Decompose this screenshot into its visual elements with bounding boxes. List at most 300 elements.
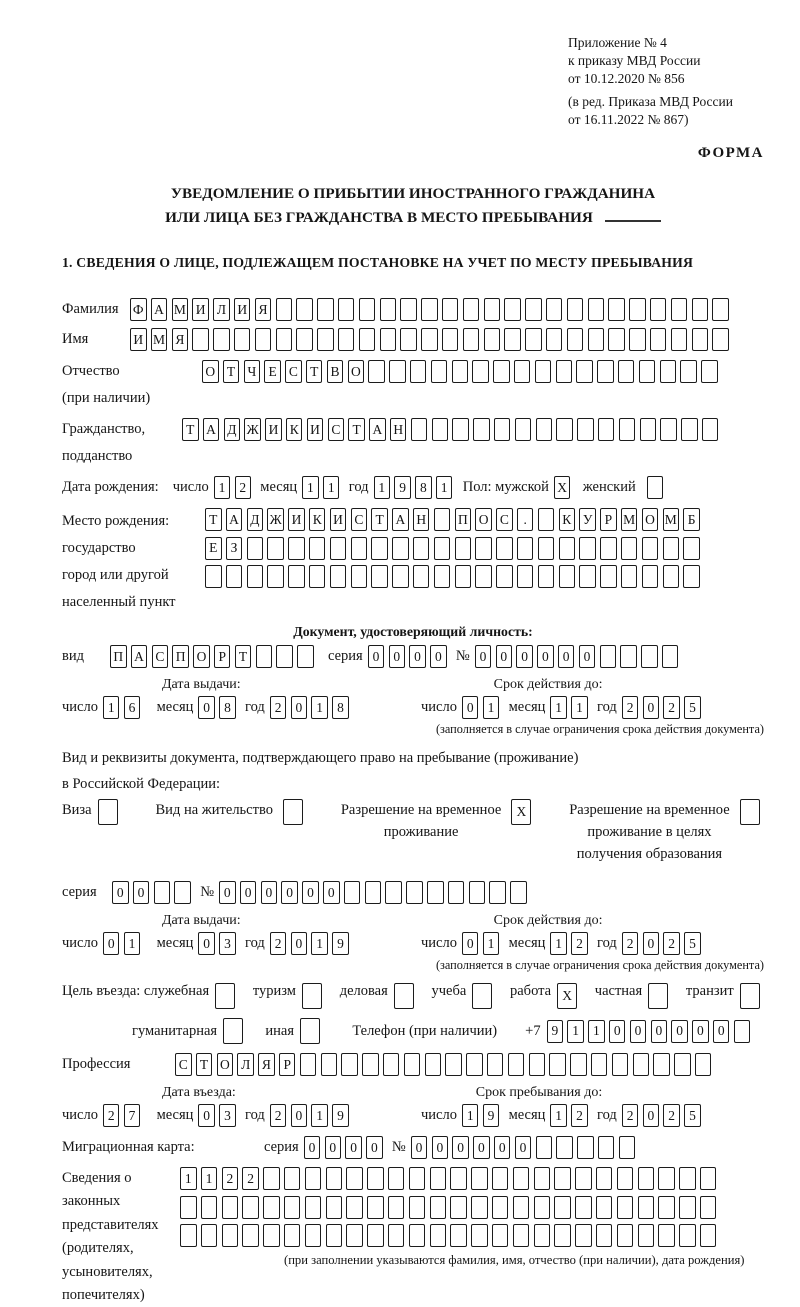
form-cell[interactable] bbox=[663, 537, 680, 560]
form-cell[interactable] bbox=[608, 328, 625, 351]
form-cell[interactable] bbox=[404, 1053, 421, 1076]
form-cell[interactable] bbox=[296, 328, 313, 351]
form-cell[interactable] bbox=[174, 881, 191, 904]
form-cell[interactable] bbox=[633, 1053, 650, 1076]
form-cell[interactable] bbox=[681, 418, 698, 441]
form-cell[interactable]: Н bbox=[413, 508, 430, 531]
form-cell[interactable]: 0 bbox=[643, 696, 660, 719]
form-cell[interactable]: П bbox=[110, 645, 127, 668]
form-cell[interactable] bbox=[504, 328, 521, 351]
form-cell[interactable] bbox=[380, 328, 397, 351]
form-cell[interactable]: 0 bbox=[198, 696, 215, 719]
form-cell[interactable] bbox=[487, 1053, 504, 1076]
form-cell[interactable]: 0 bbox=[473, 1136, 490, 1159]
form-cell[interactable] bbox=[621, 537, 638, 560]
form-cell[interactable] bbox=[394, 983, 414, 1009]
form-cell[interactable] bbox=[297, 645, 314, 668]
form-cell[interactable] bbox=[556, 1136, 573, 1159]
form-cell[interactable]: 1 bbox=[483, 932, 500, 955]
form-cell[interactable] bbox=[700, 1224, 717, 1247]
form-cell[interactable]: Б bbox=[683, 508, 700, 531]
form-cell[interactable] bbox=[679, 1167, 696, 1190]
form-cell[interactable]: Ж bbox=[267, 508, 284, 531]
form-cell[interactable]: 8 bbox=[219, 696, 236, 719]
form-cell[interactable] bbox=[639, 360, 656, 383]
form-cell[interactable]: 0 bbox=[515, 1136, 532, 1159]
form-cell[interactable] bbox=[556, 360, 573, 383]
form-cell[interactable] bbox=[638, 1224, 655, 1247]
form-cell[interactable] bbox=[683, 565, 700, 588]
form-cell[interactable] bbox=[650, 298, 667, 321]
form-cell[interactable] bbox=[701, 360, 718, 383]
form-cell[interactable] bbox=[180, 1196, 197, 1219]
form-cell[interactable]: 0 bbox=[432, 1136, 449, 1159]
form-cell[interactable]: 0 bbox=[651, 1020, 668, 1043]
form-cell[interactable]: М bbox=[151, 328, 168, 351]
form-cell[interactable] bbox=[192, 328, 209, 351]
form-cell[interactable]: 0 bbox=[475, 645, 492, 668]
form-cell[interactable] bbox=[388, 1224, 405, 1247]
form-cell[interactable]: 0 bbox=[411, 1136, 428, 1159]
form-cell[interactable] bbox=[432, 418, 449, 441]
form-cell[interactable] bbox=[425, 1053, 442, 1076]
form-cell[interactable]: 9 bbox=[332, 932, 349, 955]
form-cell[interactable] bbox=[660, 418, 677, 441]
form-cell[interactable]: 9 bbox=[547, 1020, 564, 1043]
form-cell[interactable] bbox=[674, 1053, 691, 1076]
form-cell[interactable]: К bbox=[309, 508, 326, 531]
form-cell[interactable] bbox=[263, 1224, 280, 1247]
form-cell[interactable]: 1 bbox=[550, 1104, 567, 1127]
form-cell[interactable]: О bbox=[202, 360, 219, 383]
form-cell[interactable]: 1 bbox=[550, 932, 567, 955]
form-cell[interactable] bbox=[365, 881, 382, 904]
form-cell[interactable] bbox=[513, 1196, 530, 1219]
form-cell[interactable] bbox=[359, 328, 376, 351]
form-cell[interactable]: Н bbox=[390, 418, 407, 441]
form-cell[interactable]: 9 bbox=[332, 1104, 349, 1127]
form-cell[interactable] bbox=[300, 1053, 317, 1076]
form-cell[interactable] bbox=[510, 881, 527, 904]
form-cell[interactable] bbox=[215, 983, 235, 1009]
form-cell[interactable] bbox=[330, 537, 347, 560]
form-cell[interactable] bbox=[434, 565, 451, 588]
form-cell[interactable] bbox=[455, 537, 472, 560]
form-cell[interactable]: О bbox=[348, 360, 365, 383]
form-cell[interactable]: 0 bbox=[609, 1020, 626, 1043]
form-cell[interactable]: 1 bbox=[567, 1020, 584, 1043]
form-cell[interactable] bbox=[434, 508, 451, 531]
form-cell[interactable] bbox=[344, 881, 361, 904]
form-cell[interactable]: О bbox=[193, 645, 210, 668]
form-cell[interactable] bbox=[288, 537, 305, 560]
form-cell[interactable] bbox=[471, 1224, 488, 1247]
form-cell[interactable] bbox=[98, 799, 118, 825]
form-cell[interactable] bbox=[242, 1196, 259, 1219]
form-cell[interactable]: 5 bbox=[684, 1104, 701, 1127]
form-cell[interactable] bbox=[575, 1196, 592, 1219]
form-cell[interactable] bbox=[683, 537, 700, 560]
form-cell[interactable]: 1 bbox=[180, 1167, 197, 1190]
form-cell[interactable] bbox=[534, 1167, 551, 1190]
form-cell[interactable] bbox=[579, 537, 596, 560]
form-cell[interactable]: 0 bbox=[537, 645, 554, 668]
form-cell[interactable]: С bbox=[175, 1053, 192, 1076]
form-cell[interactable] bbox=[450, 1196, 467, 1219]
form-cell[interactable] bbox=[448, 881, 465, 904]
form-cell[interactable] bbox=[734, 1020, 751, 1043]
form-cell[interactable] bbox=[409, 1167, 426, 1190]
form-cell[interactable]: Ж bbox=[244, 418, 261, 441]
form-cell[interactable]: 0 bbox=[643, 1104, 660, 1127]
form-cell[interactable]: Е bbox=[264, 360, 281, 383]
form-cell[interactable] bbox=[559, 565, 576, 588]
form-cell[interactable]: П bbox=[172, 645, 189, 668]
form-cell[interactable]: С bbox=[285, 360, 302, 383]
form-cell[interactable]: 1 bbox=[550, 696, 567, 719]
form-cell[interactable]: 0 bbox=[103, 932, 120, 955]
form-cell[interactable]: 2 bbox=[622, 1104, 639, 1127]
form-cell[interactable]: 2 bbox=[571, 932, 588, 955]
form-cell[interactable] bbox=[452, 360, 469, 383]
form-cell[interactable] bbox=[700, 1196, 717, 1219]
form-cell[interactable]: 1 bbox=[436, 476, 453, 499]
form-cell[interactable]: 1 bbox=[103, 696, 120, 719]
form-cell[interactable]: 0 bbox=[325, 1136, 342, 1159]
form-cell[interactable] bbox=[442, 298, 459, 321]
form-cell[interactable] bbox=[256, 645, 273, 668]
form-cell[interactable] bbox=[647, 476, 664, 499]
form-cell[interactable] bbox=[213, 328, 230, 351]
form-cell[interactable] bbox=[222, 1196, 239, 1219]
form-cell[interactable] bbox=[534, 1196, 551, 1219]
form-cell[interactable]: X bbox=[554, 476, 571, 499]
form-cell[interactable] bbox=[517, 537, 534, 560]
form-cell[interactable] bbox=[538, 537, 555, 560]
form-cell[interactable] bbox=[288, 565, 305, 588]
form-cell[interactable]: 0 bbox=[389, 645, 406, 668]
form-cell[interactable]: 1 bbox=[214, 476, 231, 499]
form-cell[interactable] bbox=[455, 565, 472, 588]
form-cell[interactable] bbox=[305, 1196, 322, 1219]
form-cell[interactable] bbox=[680, 360, 697, 383]
form-cell[interactable] bbox=[427, 881, 444, 904]
form-cell[interactable] bbox=[300, 1018, 320, 1044]
form-cell[interactable]: И bbox=[130, 328, 147, 351]
form-cell[interactable] bbox=[598, 418, 615, 441]
form-cell[interactable] bbox=[205, 565, 222, 588]
form-cell[interactable]: 0 bbox=[579, 645, 596, 668]
form-cell[interactable]: 0 bbox=[671, 1020, 688, 1043]
form-cell[interactable]: X bbox=[557, 983, 577, 1009]
form-cell[interactable]: 0 bbox=[452, 1136, 469, 1159]
form-cell[interactable]: Т bbox=[205, 508, 222, 531]
form-cell[interactable] bbox=[367, 1167, 384, 1190]
form-cell[interactable] bbox=[430, 1224, 447, 1247]
form-cell[interactable] bbox=[359, 298, 376, 321]
form-cell[interactable]: И bbox=[288, 508, 305, 531]
form-cell[interactable]: 0 bbox=[345, 1136, 362, 1159]
form-cell[interactable]: Я bbox=[255, 298, 272, 321]
form-cell[interactable] bbox=[421, 328, 438, 351]
form-cell[interactable]: Л bbox=[213, 298, 230, 321]
form-cell[interactable]: 0 bbox=[496, 645, 513, 668]
form-cell[interactable] bbox=[389, 360, 406, 383]
form-cell[interactable]: С bbox=[152, 645, 169, 668]
form-cell[interactable] bbox=[367, 1196, 384, 1219]
form-cell[interactable] bbox=[421, 298, 438, 321]
form-cell[interactable]: Я bbox=[258, 1053, 275, 1076]
form-cell[interactable] bbox=[493, 360, 510, 383]
form-cell[interactable]: И bbox=[234, 298, 251, 321]
form-cell[interactable] bbox=[226, 565, 243, 588]
form-cell[interactable]: 8 bbox=[415, 476, 432, 499]
form-cell[interactable] bbox=[546, 298, 563, 321]
form-cell[interactable] bbox=[538, 508, 555, 531]
form-cell[interactable]: 1 bbox=[483, 696, 500, 719]
form-cell[interactable]: Д bbox=[224, 418, 241, 441]
form-cell[interactable] bbox=[567, 298, 584, 321]
form-cell[interactable] bbox=[556, 418, 573, 441]
form-cell[interactable]: 2 bbox=[622, 932, 639, 955]
form-cell[interactable]: П bbox=[455, 508, 472, 531]
form-cell[interactable] bbox=[492, 1167, 509, 1190]
form-cell[interactable] bbox=[223, 1018, 243, 1044]
form-cell[interactable]: З bbox=[226, 537, 243, 560]
form-cell[interactable] bbox=[406, 881, 423, 904]
form-cell[interactable] bbox=[484, 298, 501, 321]
form-cell[interactable] bbox=[712, 298, 729, 321]
form-cell[interactable] bbox=[284, 1224, 301, 1247]
form-cell[interactable] bbox=[618, 360, 635, 383]
form-cell[interactable]: 0 bbox=[368, 645, 385, 668]
form-cell[interactable] bbox=[591, 1053, 608, 1076]
form-cell[interactable]: В bbox=[327, 360, 344, 383]
form-cell[interactable]: 0 bbox=[302, 881, 319, 904]
form-cell[interactable]: И bbox=[265, 418, 282, 441]
form-cell[interactable]: Т bbox=[223, 360, 240, 383]
form-cell[interactable] bbox=[529, 1053, 546, 1076]
form-cell[interactable]: 5 bbox=[684, 696, 701, 719]
form-cell[interactable]: 0 bbox=[692, 1020, 709, 1043]
form-cell[interactable] bbox=[463, 328, 480, 351]
form-cell[interactable] bbox=[430, 1196, 447, 1219]
form-cell[interactable]: М bbox=[663, 508, 680, 531]
form-cell[interactable] bbox=[180, 1224, 197, 1247]
form-cell[interactable] bbox=[554, 1196, 571, 1219]
form-cell[interactable]: А bbox=[369, 418, 386, 441]
form-cell[interactable] bbox=[596, 1196, 613, 1219]
form-cell[interactable] bbox=[617, 1167, 634, 1190]
form-cell[interactable]: 2 bbox=[663, 932, 680, 955]
form-cell[interactable] bbox=[341, 1053, 358, 1076]
form-cell[interactable] bbox=[496, 565, 513, 588]
form-cell[interactable] bbox=[679, 1224, 696, 1247]
form-cell[interactable] bbox=[222, 1224, 239, 1247]
blank-underline[interactable] bbox=[605, 218, 661, 222]
form-cell[interactable] bbox=[629, 328, 646, 351]
form-cell[interactable] bbox=[392, 537, 409, 560]
form-cell[interactable] bbox=[388, 1167, 405, 1190]
form-cell[interactable] bbox=[650, 328, 667, 351]
form-cell[interactable] bbox=[567, 328, 584, 351]
form-cell[interactable] bbox=[309, 537, 326, 560]
form-cell[interactable]: 0 bbox=[366, 1136, 383, 1159]
form-cell[interactable]: И bbox=[307, 418, 324, 441]
form-cell[interactable] bbox=[326, 1167, 343, 1190]
form-cell[interactable]: X bbox=[511, 799, 531, 825]
form-cell[interactable]: О bbox=[642, 508, 659, 531]
form-cell[interactable]: Т bbox=[306, 360, 323, 383]
form-cell[interactable]: 0 bbox=[291, 1104, 308, 1127]
form-cell[interactable] bbox=[201, 1224, 218, 1247]
form-cell[interactable] bbox=[475, 565, 492, 588]
form-cell[interactable] bbox=[367, 1224, 384, 1247]
form-cell[interactable] bbox=[346, 1167, 363, 1190]
form-cell[interactable]: Р bbox=[279, 1053, 296, 1076]
form-cell[interactable]: А bbox=[226, 508, 243, 531]
form-cell[interactable] bbox=[608, 298, 625, 321]
form-cell[interactable] bbox=[600, 565, 617, 588]
form-cell[interactable] bbox=[538, 565, 555, 588]
form-cell[interactable] bbox=[473, 418, 490, 441]
form-cell[interactable]: 0 bbox=[323, 881, 340, 904]
form-cell[interactable]: 2 bbox=[242, 1167, 259, 1190]
form-cell[interactable] bbox=[638, 1196, 655, 1219]
form-cell[interactable] bbox=[276, 328, 293, 351]
form-cell[interactable]: 0 bbox=[133, 881, 150, 904]
form-cell[interactable]: 9 bbox=[483, 1104, 500, 1127]
form-cell[interactable] bbox=[371, 537, 388, 560]
form-cell[interactable] bbox=[368, 360, 385, 383]
form-cell[interactable] bbox=[442, 328, 459, 351]
form-cell[interactable] bbox=[629, 298, 646, 321]
form-cell[interactable] bbox=[513, 1224, 530, 1247]
form-cell[interactable]: С bbox=[351, 508, 368, 531]
form-cell[interactable] bbox=[413, 565, 430, 588]
form-cell[interactable] bbox=[471, 1196, 488, 1219]
form-cell[interactable] bbox=[267, 537, 284, 560]
form-cell[interactable]: 2 bbox=[663, 1104, 680, 1127]
form-cell[interactable] bbox=[234, 328, 251, 351]
form-cell[interactable] bbox=[642, 565, 659, 588]
form-cell[interactable]: Я bbox=[172, 328, 189, 351]
form-cell[interactable] bbox=[346, 1224, 363, 1247]
form-cell[interactable] bbox=[517, 565, 534, 588]
form-cell[interactable] bbox=[513, 1167, 530, 1190]
form-cell[interactable]: Т bbox=[235, 645, 252, 668]
form-cell[interactable]: 1 bbox=[311, 932, 328, 955]
form-cell[interactable] bbox=[598, 1136, 615, 1159]
form-cell[interactable]: Е bbox=[205, 537, 222, 560]
form-cell[interactable]: 1 bbox=[374, 476, 391, 499]
form-cell[interactable]: 0 bbox=[198, 932, 215, 955]
form-cell[interactable]: . bbox=[517, 508, 534, 531]
form-cell[interactable] bbox=[247, 537, 264, 560]
form-cell[interactable]: 0 bbox=[494, 1136, 511, 1159]
form-cell[interactable] bbox=[326, 1224, 343, 1247]
form-cell[interactable] bbox=[514, 360, 531, 383]
form-cell[interactable]: 0 bbox=[713, 1020, 730, 1043]
form-cell[interactable]: К bbox=[559, 508, 576, 531]
form-cell[interactable] bbox=[536, 1136, 553, 1159]
form-cell[interactable] bbox=[380, 298, 397, 321]
form-cell[interactable]: О bbox=[475, 508, 492, 531]
form-cell[interactable]: С bbox=[328, 418, 345, 441]
form-cell[interactable]: 5 bbox=[684, 932, 701, 955]
form-cell[interactable] bbox=[466, 1053, 483, 1076]
form-cell[interactable] bbox=[351, 537, 368, 560]
form-cell[interactable]: 1 bbox=[462, 1104, 479, 1127]
form-cell[interactable] bbox=[671, 328, 688, 351]
form-cell[interactable] bbox=[489, 881, 506, 904]
form-cell[interactable] bbox=[450, 1224, 467, 1247]
form-cell[interactable] bbox=[263, 1167, 280, 1190]
form-cell[interactable] bbox=[409, 1196, 426, 1219]
form-cell[interactable] bbox=[679, 1196, 696, 1219]
form-cell[interactable]: Р bbox=[600, 508, 617, 531]
form-cell[interactable]: К bbox=[286, 418, 303, 441]
form-cell[interactable] bbox=[247, 565, 264, 588]
form-cell[interactable] bbox=[662, 645, 679, 668]
form-cell[interactable]: 0 bbox=[281, 881, 298, 904]
form-cell[interactable] bbox=[494, 418, 511, 441]
form-cell[interactable] bbox=[317, 328, 334, 351]
form-cell[interactable] bbox=[577, 1136, 594, 1159]
form-cell[interactable]: 1 bbox=[588, 1020, 605, 1043]
form-cell[interactable] bbox=[276, 645, 293, 668]
form-cell[interactable] bbox=[641, 645, 658, 668]
form-cell[interactable] bbox=[640, 418, 657, 441]
form-cell[interactable] bbox=[554, 1167, 571, 1190]
form-cell[interactable]: 1 bbox=[323, 476, 340, 499]
form-cell[interactable]: 2 bbox=[103, 1104, 120, 1127]
form-cell[interactable]: 0 bbox=[630, 1020, 647, 1043]
form-cell[interactable] bbox=[588, 298, 605, 321]
form-cell[interactable] bbox=[658, 1196, 675, 1219]
form-cell[interactable] bbox=[642, 537, 659, 560]
form-cell[interactable] bbox=[671, 298, 688, 321]
form-cell[interactable] bbox=[434, 537, 451, 560]
form-cell[interactable] bbox=[305, 1167, 322, 1190]
form-cell[interactable] bbox=[692, 298, 709, 321]
form-cell[interactable]: 0 bbox=[112, 881, 129, 904]
form-cell[interactable] bbox=[400, 328, 417, 351]
form-cell[interactable] bbox=[242, 1224, 259, 1247]
form-cell[interactable] bbox=[712, 328, 729, 351]
form-cell[interactable]: 0 bbox=[462, 932, 479, 955]
form-cell[interactable] bbox=[546, 328, 563, 351]
form-cell[interactable]: Ф bbox=[130, 298, 147, 321]
form-cell[interactable] bbox=[575, 1167, 592, 1190]
form-cell[interactable] bbox=[559, 537, 576, 560]
form-cell[interactable] bbox=[463, 298, 480, 321]
form-cell[interactable] bbox=[496, 537, 513, 560]
form-cell[interactable]: Т bbox=[348, 418, 365, 441]
form-cell[interactable] bbox=[255, 328, 272, 351]
form-cell[interactable]: 2 bbox=[222, 1167, 239, 1190]
form-cell[interactable] bbox=[351, 565, 368, 588]
form-cell[interactable]: 6 bbox=[124, 696, 141, 719]
form-cell[interactable] bbox=[619, 418, 636, 441]
form-cell[interactable] bbox=[431, 360, 448, 383]
form-cell[interactable] bbox=[648, 983, 668, 1009]
form-cell[interactable] bbox=[653, 1053, 670, 1076]
form-cell[interactable] bbox=[621, 565, 638, 588]
form-cell[interactable] bbox=[317, 298, 334, 321]
form-cell[interactable] bbox=[302, 983, 322, 1009]
form-cell[interactable] bbox=[600, 537, 617, 560]
